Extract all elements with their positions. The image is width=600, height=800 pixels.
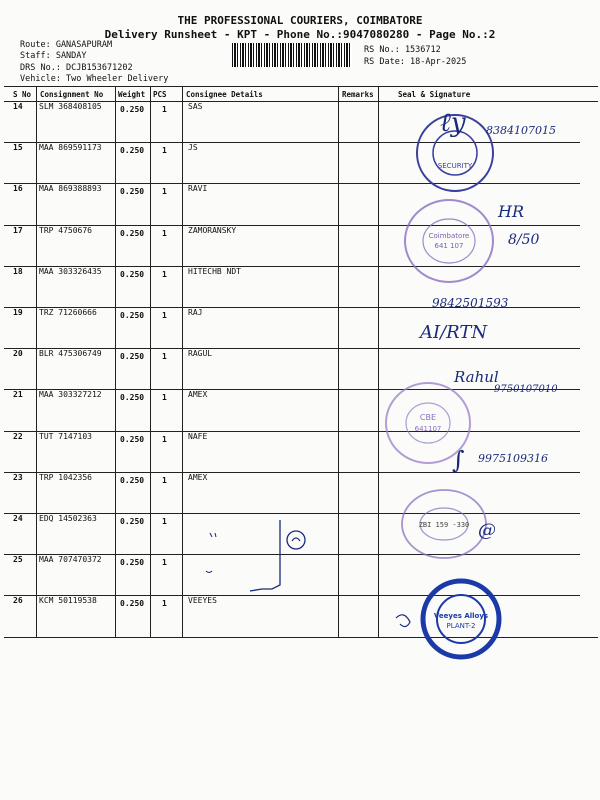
row-consignee: VEEYES (188, 596, 217, 606)
row-consignment-no: MAA 869388893 (39, 184, 102, 194)
row-pcs: 1 (162, 146, 167, 156)
signature-row19-phone: 9842501593 (432, 296, 509, 310)
row-pcs: 1 (162, 517, 167, 526)
signature-row22-scribble: ∫ (452, 446, 465, 474)
row-weight: 0.250 (120, 475, 145, 485)
col-header-sno: S No (13, 90, 32, 99)
signature-row20: AI/RTN (420, 322, 488, 343)
row-consignee: AMEX (188, 390, 208, 400)
route-label: Route: GANASAPURAM (20, 40, 113, 50)
col-header-consignment: Consignment No (40, 90, 104, 99)
row-weight: 0.250 (120, 311, 145, 320)
row-pcs: 1 (162, 187, 167, 197)
signature-row17-extra: 8/50 (508, 232, 540, 248)
row-sno: 24 (13, 514, 23, 523)
row-consignee: AMEX (188, 472, 208, 482)
row-consignee: JS (188, 143, 198, 153)
row-weight: 0.250 (120, 105, 145, 114)
rs-number: RS No.: 1536712 (364, 45, 441, 55)
signature-row17-hr: HR (498, 202, 524, 221)
row-consignment-no: TRZ 71260666 (39, 308, 97, 317)
barcode (232, 43, 352, 67)
row-weight: 0.250 (120, 599, 145, 609)
row-consignee: HITECHB NDT (188, 266, 241, 276)
row-consignment-no: TRP 4750676 (39, 225, 92, 235)
consignee-scribble (200, 505, 320, 605)
row-pcs: 1 (162, 475, 167, 485)
row-sno: 26 (13, 596, 23, 606)
row-weight: 0.250 (120, 517, 145, 526)
rs-date: RS Date: 18-Apr-2025 (364, 57, 467, 67)
row-consignee: SAS (188, 102, 203, 111)
signature-row14-phone: 8384107015 (486, 124, 556, 137)
cbe-stamp-pin: 641107 (414, 425, 442, 433)
signature-row24-scribble: @ (478, 520, 496, 541)
document-title: THE PROFESSIONAL COURIERS, COIMBATORE (177, 14, 423, 27)
table-rule (4, 86, 598, 87)
row-sno: 20 (13, 349, 23, 359)
col-header-weight: Weight (118, 90, 146, 99)
veeyes-stamp-sub: PLANT-2 (446, 622, 476, 630)
row-sno: 23 (13, 472, 23, 482)
row-weight: 0.250 (120, 558, 145, 568)
row-weight: 0.250 (120, 352, 145, 362)
row-sno: 18 (13, 266, 23, 276)
row-sno: 25 (13, 555, 23, 565)
table-column-rule (338, 86, 339, 637)
drs-number: DRS No.: DCJB153671202 (20, 63, 133, 73)
row-consignment-no: TRP 1042356 (39, 472, 92, 482)
col-header-pcs: PCS (153, 90, 167, 99)
col-header-signature: Seal & Signature (398, 90, 471, 99)
row-consignment-no: MAA 707470372 (39, 555, 102, 565)
row-pcs: 1 (162, 228, 167, 238)
row-pcs: 1 (162, 558, 167, 568)
row-consignee: NAFE (188, 431, 208, 441)
coimbatore-stamp-pin: 641 107 (434, 242, 464, 250)
row-weight: 0.250 (120, 434, 145, 444)
signature-row21-name: Rahul (454, 368, 499, 386)
row-weight: 0.250 (120, 269, 145, 279)
alloys-stamp (398, 486, 490, 562)
row-consignee: RAJ (188, 308, 203, 317)
staff-label: Staff: SANDAY (20, 51, 87, 61)
table-column-rule (36, 86, 37, 637)
row-sno: 14 (13, 102, 23, 111)
row-consignee: RAVI (188, 184, 208, 194)
row-sno: 19 (13, 308, 23, 317)
security-stamp-label: SECURITY (437, 162, 473, 170)
row-sno: 22 (13, 431, 23, 441)
coimbatore-stamp (402, 196, 496, 286)
row-pcs: 1 (162, 352, 167, 362)
table-column-rule (115, 86, 116, 637)
row-sno: 17 (13, 225, 23, 235)
coimbatore-stamp-label: Coimbatore (428, 232, 470, 240)
table-rule (4, 637, 598, 638)
row-pcs: 1 (162, 311, 167, 320)
row-weight: 0.250 (120, 228, 145, 238)
row-consignment-no: MAA 303326435 (39, 266, 102, 276)
row-consignment-no: KCM 50119538 (39, 596, 97, 606)
row-sno: 16 (13, 184, 23, 194)
signature-row14-scribble: ℓy (440, 108, 466, 138)
table-column-rule (182, 86, 183, 637)
table-column-rule (150, 86, 151, 637)
row-sno: 15 (13, 143, 23, 153)
row-consignment-no: MAA 869591173 (39, 143, 102, 153)
row-consignment-no: EDQ 14502363 (39, 514, 97, 523)
vehicle-label: Vehicle: Two Wheeler Delivery (20, 74, 169, 84)
col-header-remarks: Remarks (342, 90, 374, 99)
row-pcs: 1 (162, 269, 167, 279)
row-pcs: 1 (162, 105, 167, 114)
row-weight: 0.250 (120, 393, 145, 403)
row-weight: 0.250 (120, 146, 145, 156)
row26-scribble (392, 608, 428, 638)
row-consignment-no: TUT 7147103 (39, 431, 92, 441)
row-consignee: RAGUL (188, 349, 213, 359)
veeyes-stamp (420, 578, 502, 660)
row-consignment-no: SLM 368408105 (39, 102, 102, 111)
row-pcs: 1 (162, 393, 167, 403)
cbe-stamp-label: CBE (419, 413, 437, 422)
row-weight: 0.250 (120, 187, 145, 197)
row-pcs: 1 (162, 434, 167, 444)
alloys-stamp-text: ZBI 159 -330 (418, 521, 470, 529)
document-subtitle: Delivery Runsheet - KPT - Phone No.:9047080280 - Page No.:2 (104, 28, 496, 41)
row-consignee: ZAMORANSKY (188, 225, 237, 235)
row-consignment-no: BLR 475306749 (39, 349, 102, 359)
table-column-rule (378, 86, 379, 637)
col-header-consignee: Consignee Details (186, 90, 263, 99)
row-consignment-no: MAA 303327212 (39, 390, 102, 400)
veeyes-stamp-label: Veeyes Alloys (433, 612, 489, 620)
signature-row21-phone: 9750107010 (494, 384, 558, 395)
row-sno: 21 (13, 390, 23, 400)
row-pcs: 1 (162, 599, 167, 609)
signature-row22-phone: 9975109316 (478, 452, 548, 465)
